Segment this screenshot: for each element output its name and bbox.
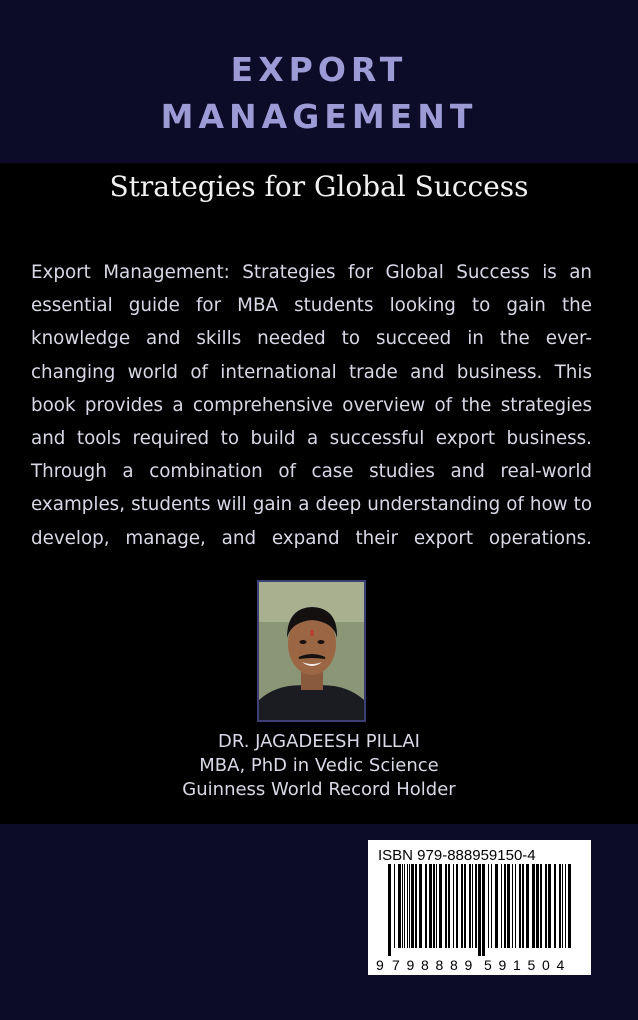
barcode-bar	[512, 864, 513, 948]
barcode-bar	[398, 864, 401, 948]
barcode-bar	[545, 864, 547, 948]
barcode-bar	[453, 864, 454, 948]
isbn-barcode	[368, 840, 591, 975]
barcode-bar	[472, 864, 473, 948]
barcode-bar	[409, 864, 410, 948]
barcode-bar	[554, 864, 556, 948]
barcode-bar	[491, 864, 492, 948]
barcode-digit: 7	[392, 957, 400, 973]
barcode-bar	[394, 864, 395, 948]
barcode-bar	[411, 864, 414, 948]
author-distinction: Guinness World Record Holder	[182, 779, 456, 800]
barcode-bar	[568, 864, 571, 948]
title-band	[0, 0, 638, 163]
author-name: DR. JAGADEESH PILLAI	[218, 731, 420, 752]
barcode-digit: 9	[406, 957, 415, 973]
barcode-digit: 5	[484, 957, 492, 973]
barcode-bar	[507, 864, 510, 948]
barcode-digit: 4	[556, 957, 565, 973]
barcode-bar	[475, 864, 477, 948]
barcode-bar	[419, 864, 422, 948]
barcode-icon	[376, 864, 584, 956]
barcode-digit: 9	[498, 957, 507, 973]
barcode-bar	[439, 864, 442, 948]
barcode-bar	[504, 864, 506, 948]
barcode-bar	[456, 864, 458, 948]
barcode-bar	[402, 864, 403, 948]
barcode-bar	[532, 864, 535, 948]
barcode-bar	[429, 864, 432, 948]
barcode-bar	[501, 864, 502, 948]
barcode-bar	[461, 864, 463, 948]
barcode-bar	[519, 864, 521, 948]
barcode-bar	[469, 864, 471, 948]
barcode-bar	[433, 864, 435, 948]
title-line-1: EXPORT	[230, 50, 408, 89]
book-description: Export Management: Strategies for Global Success is an essential guide for MBA students looking to gain the knowledge and skills needed to succeed in the ever-changing world of international trade and business. This book provides a comprehensive overview of the strategies and tools required to build a successful export business. Through a combination of case studies and real-world examples, students will gain a deep understanding of how to develop, manage, and expand their export operations.	[31, 262, 592, 549]
barcode-bar	[448, 864, 450, 948]
barcode-bar	[515, 864, 516, 948]
barcode-bar	[445, 864, 447, 948]
author-credentials: MBA, PhD in Vedic Science	[199, 755, 439, 776]
barcode-bar	[404, 864, 405, 948]
barcode-bar	[565, 864, 566, 948]
barcode-bar	[488, 864, 489, 948]
barcode-bar	[559, 864, 561, 948]
barcode-digit: 8	[450, 957, 458, 973]
barcode-digit: 8	[421, 957, 429, 973]
barcode-digit: 8	[435, 957, 444, 973]
barcode-digit: 5	[527, 957, 536, 973]
barcode-bar	[478, 864, 481, 956]
barcode-digit: 0	[542, 957, 550, 973]
barcode-bar	[415, 864, 417, 948]
subtitle: Strategies for Global Success	[109, 170, 529, 203]
barcode-bar	[562, 864, 563, 948]
barcode-bar	[548, 864, 551, 948]
barcode-bar	[522, 864, 524, 948]
title-line-2: MANAGEMENT	[160, 97, 478, 136]
barcode-bar	[536, 864, 539, 948]
barcode-bar	[388, 864, 391, 956]
barcode-digit: 1	[513, 957, 521, 973]
barcode-digit: 9	[464, 957, 473, 973]
author-photo	[257, 580, 366, 722]
barcode-bar	[482, 864, 485, 956]
barcode-bar	[464, 864, 466, 948]
author-portrait-icon	[259, 582, 364, 720]
barcode-bar	[407, 864, 408, 948]
barcode-digit: 9	[376, 957, 384, 973]
author-info	[0, 730, 638, 802]
barcode-bar	[495, 864, 498, 948]
barcode-bar	[436, 864, 437, 948]
barcode-bar	[526, 864, 529, 948]
barcode-bar	[425, 864, 427, 948]
barcode-bar	[540, 864, 542, 948]
isbn-label: ISBN 979-888959150-4	[378, 847, 536, 864]
